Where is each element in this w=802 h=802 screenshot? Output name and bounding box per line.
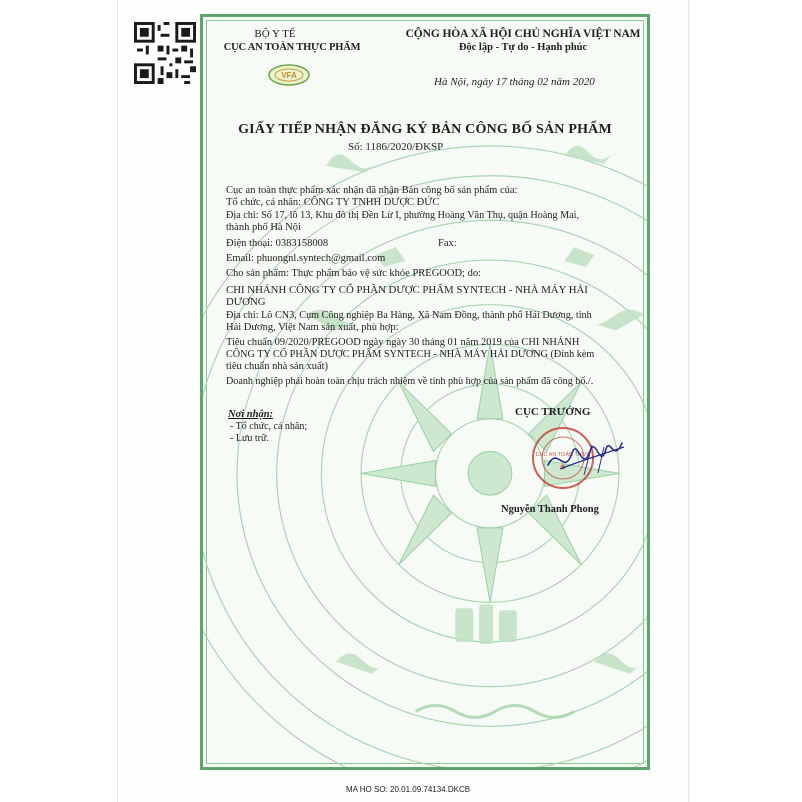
- body-line-1: Cục an toàn thực phẩm xác nhận đã nhận Bản công bố sản phẩm của:: [226, 185, 518, 196]
- ministry-name: BỘ Y TẾ: [254, 28, 296, 40]
- vfa-logo: [268, 64, 310, 86]
- document-title: GIẤY TIẾP NHẬN ĐĂNG KÝ BẢN CÔNG BỐ SẢN PHẨM: [238, 122, 612, 137]
- body-line-manufacturer-2: DƯƠNG: [226, 296, 266, 308]
- recipient-item: - Tổ chức, cá nhân;: [230, 421, 308, 432]
- department-name: CỤC AN TOÀN THỰC PHẨM: [223, 42, 361, 53]
- document-number: Số: 1186/2020/ĐKSP: [348, 141, 444, 153]
- logo-lettering: VFA: [281, 71, 297, 80]
- signer-role: CỤC TRƯỞNG: [515, 406, 591, 418]
- body-line-2: Tổ chức, cá nhân: CÔNG TY TNHH DƯỢC ĐỨC: [226, 197, 440, 208]
- body-line-product: Cho sản phẩm: Thực phẩm bảo vệ sức khỏe PREGOOD; do:: [226, 268, 481, 279]
- seal-lettering: CỤC AN TOÀN THỰC: [535, 452, 591, 458]
- body-line-standard-2: CÔNG TY CỔ PHẦN DƯỢC PHẨM SYNTECH - NHÀ MÁY HẢI DƯƠNG (Đính kèm: [226, 349, 595, 360]
- body-line-manufacturer-1: CHI NHÁNH CÔNG TY CỔ PHẦN DƯỢC PHẨM SYNTECH - NHÀ MÁY HẢI: [226, 284, 588, 296]
- body-line-standard-1: Tiêu chuẩn 09/2020/PREGOOD ngày ngày 30 tháng 01 năm 2019 của CHI NHÁNH: [226, 337, 580, 348]
- republic-name: CỘNG HÒA XÃ HỘI CHỦ NGHĨA VIỆT NAM: [405, 28, 641, 40]
- body-line-address-2: Hải Dương, Việt Nam sản xuất, phù hợp:: [226, 322, 399, 333]
- recipient-item: - Lưu trữ.: [230, 433, 269, 444]
- issue-date: Hà Nội, ngày 17 tháng 02 năm 2020: [434, 76, 595, 88]
- signer-name: Nguyễn Thanh Phong: [501, 504, 599, 515]
- national-motto: Độc lập - Tự do - Hạnh phúc: [458, 42, 588, 53]
- body-line-email: Email: phuongnl.syntech@gmail.com: [226, 253, 386, 264]
- dossier-code: MA HO SO: 20.01.09.74134.DKCB: [346, 785, 471, 794]
- body-line-standard-3: tiêu chuẩn nhà sản xuất): [226, 361, 329, 372]
- body-line-3: Địa chỉ: Số 17, lô 13, Khu đô thị Đền Lừ I, phường Hoàng Văn Thụ, quận Hoàng Mai,: [226, 210, 580, 221]
- body-line-address-1: Địa chỉ: Lô CN3, Cụm Công nghiệp Ba Hàng, Xã Nam Đồng, thành phố Hải Dương, tỉnh: [226, 310, 592, 321]
- handwritten-signature: [540, 425, 630, 485]
- recipients-heading: Nơi nhận:: [228, 409, 274, 420]
- body-line-phone: Điện thoại: 0383158008: [226, 238, 329, 249]
- body-line-4: thành phố Hà Nội: [226, 222, 301, 233]
- body-line-fax: Fax:: [438, 238, 457, 249]
- body-line-responsibility: Doanh nghiệp phải hoàn toàn chịu trách nhiệm về tính phù hợp của sản phẩm đã công bố./.: [226, 376, 594, 387]
- qr-code: [134, 22, 196, 84]
